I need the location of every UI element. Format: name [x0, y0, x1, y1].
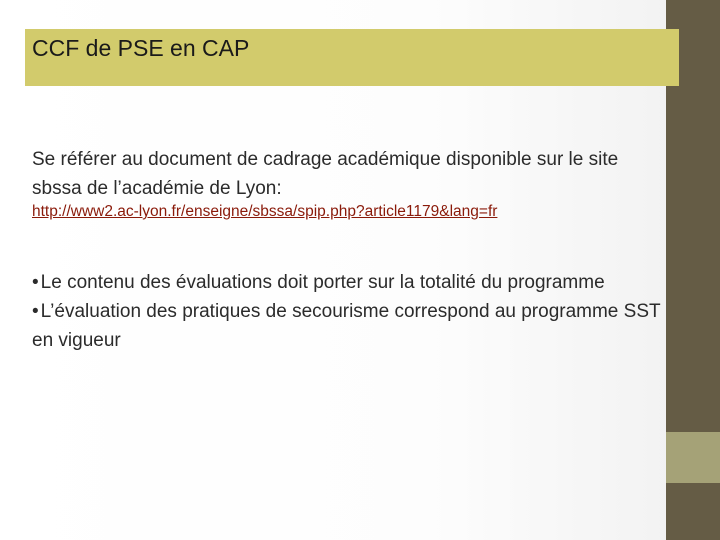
bullet-icon: • — [32, 301, 39, 322]
list-item — [32, 268, 662, 297]
bullet-text: L’évaluation des pratiques de secourisme correspond au programme SST en vigueur — [32, 301, 661, 351]
slide-title: CCF de PSE en CAP — [32, 35, 250, 61]
reference-link[interactable]: http://www2.ac-lyon.fr/enseigne/sbssa/spip.php?article1179&lang=fr — [32, 203, 498, 220]
list-item — [32, 297, 662, 355]
intro-text: Se référer au document de cadrage académique disponible sur le site sbssa de l’académie de Lyon: — [32, 149, 619, 199]
title-band — [25, 29, 679, 86]
bullet-text: Le contenu des évaluations doit porter sur la totalité du programme — [40, 272, 605, 293]
bullet-list — [32, 268, 662, 355]
bullet-icon: • — [32, 272, 39, 293]
side-accent-block — [666, 432, 720, 483]
